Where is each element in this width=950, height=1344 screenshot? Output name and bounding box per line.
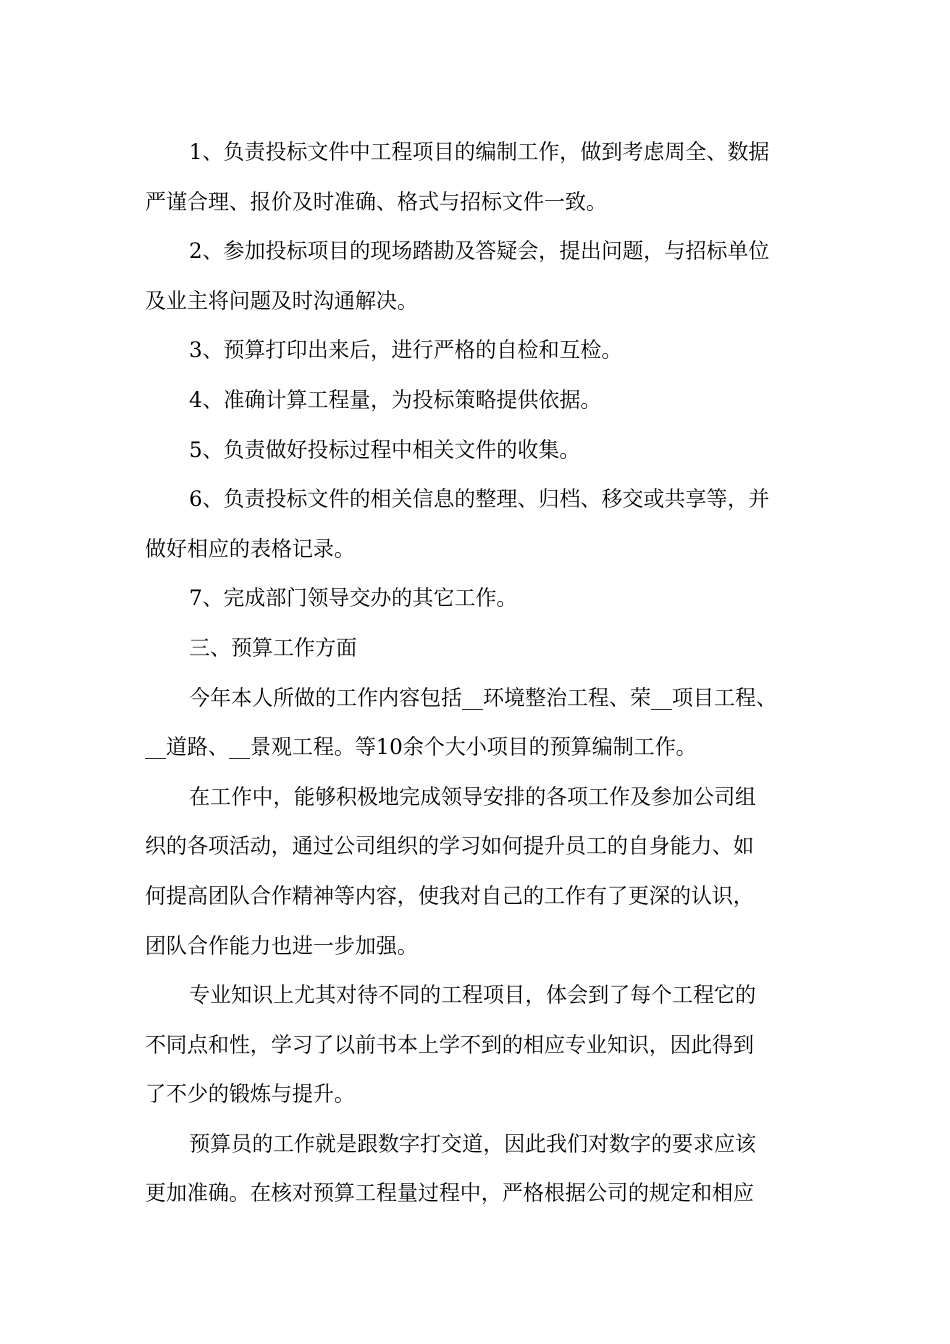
paragraph-line: __道路、__景观工程。等10余个大小项目的预算编制工作。 xyxy=(145,735,697,760)
paragraph-line: 今年本人所做的工作内容包括__环境整治工程、荣__项目工程、 xyxy=(189,685,777,710)
section-heading: 三、预算工作方面 xyxy=(189,635,357,660)
paragraph-line: 团队合作能力也进一步加强。 xyxy=(145,933,418,958)
paragraph-line: 7、完成部门领导交办的其它工作。 xyxy=(189,586,518,611)
paragraph-line: 预算员的工作就是跟数字打交道，因此我们对数字的要求应该 xyxy=(189,1131,756,1156)
paragraph-line: 做好相应的表格记录。 xyxy=(145,536,355,561)
document-body xyxy=(145,128,810,1219)
paragraph-line: 6、负责投标文件的相关信息的整理、归档、移交或共享等，并 xyxy=(189,487,770,512)
paragraph-line: 了不少的锻炼与提升。 xyxy=(145,1082,355,1107)
paragraph-line: 2、参加投标项目的现场踏勘及答疑会，提出问题，与招标单位 xyxy=(189,239,770,264)
paragraph-line: 严谨合理、报价及时准确、格式与招标文件一致。 xyxy=(145,189,607,214)
paragraph-line: 不同点和性，学习了以前书本上学不到的相应专业知识，因此得到 xyxy=(145,1032,754,1057)
paragraph-line: 1、负责投标文件中工程项目的编制工作，做到考虑周全、数据 xyxy=(189,140,770,164)
paragraph-line: 更加准确。在核对预算工程量过程中，严格根据公司的规定和相应 xyxy=(145,1181,754,1206)
paragraph-line: 及业主将问题及时沟通解决。 xyxy=(145,288,418,313)
paragraph-line: 专业知识上尤其对待不同的工程项目，体会到了每个工程它的 xyxy=(189,983,756,1008)
paragraph-line: 在工作中，能够积极地完成领导安排的各项工作及参加公司组 xyxy=(189,784,756,809)
paragraph-line: 3、预算打印出来后，进行严格的自检和互检。 xyxy=(189,338,623,363)
paragraph-line: 何提高团队合作精神等内容，使我对自己的工作有了更深的认识， xyxy=(145,883,754,908)
paragraph-line: 4、准确计算工程量，为投标策略提供依据。 xyxy=(189,387,602,412)
paragraph-line: 5、负责做好投标过程中相关文件的收集。 xyxy=(189,437,581,462)
paragraph-line: 织的各项活动，通过公司组织的学习如何提升员工的自身能力、如 xyxy=(145,834,754,859)
